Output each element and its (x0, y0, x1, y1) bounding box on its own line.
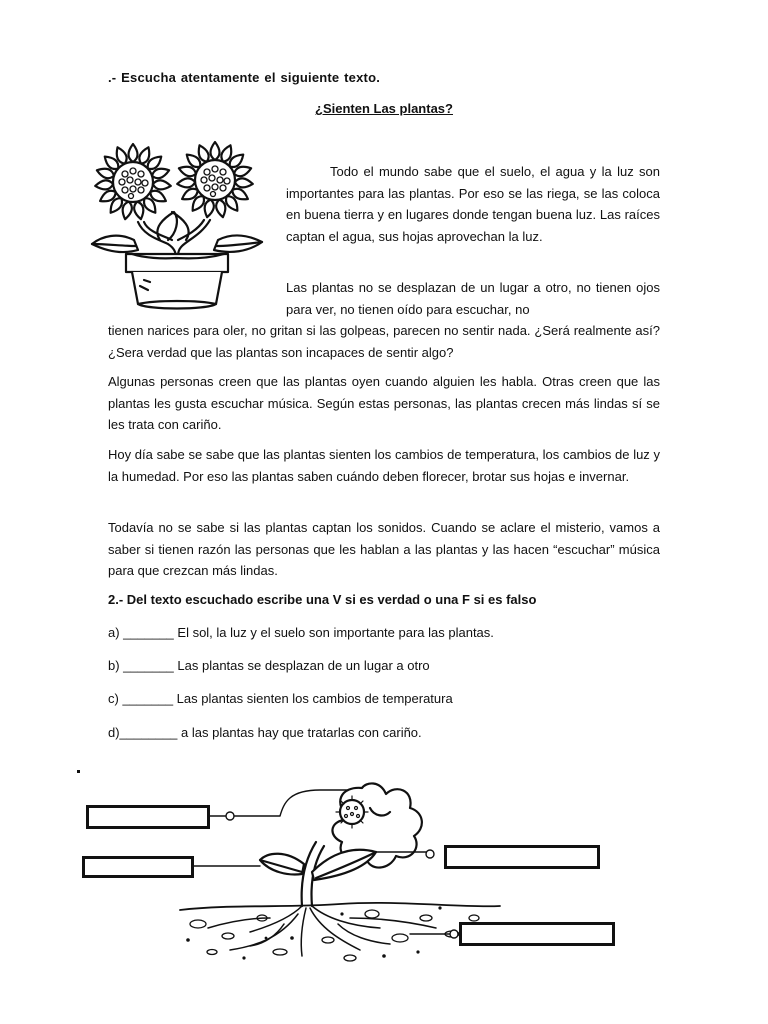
question-b[interactable]: b) _______ Las plantas se desplazan de un lugar a otro (108, 658, 430, 673)
paragraph-2-end: tienen narices para oler, no gritan si las golpeas, parecen no sentir nada. ¿Será realmente así? ¿Sera verdad que las plantas son incapaces de sentir algo? (108, 323, 660, 360)
paragraph-3: Algunas personas creen que las plantas oyen cuando alguien les habla. Otras creen que las plantas les gusta escuchar música. Según estas personas, las plantas crecen más lindas sí se les trata con cariño. (108, 374, 660, 432)
question-a[interactable]: a) _______ El sol, la luz y el suelo son importante para las plantas. (108, 625, 494, 640)
sunflower-pot-icon (78, 140, 278, 316)
question-d[interactable]: d)________ a las plantas hay que tratarlas con cariño. (108, 725, 422, 740)
reading-title: ¿Sienten Las plantas? (315, 101, 453, 116)
label-box-stem[interactable] (444, 845, 600, 869)
paragraph-2-start: Las plantas no se desplazan de un lugar a otro, no tienen ojos para ver, no tienen oído para escuchar, no (286, 280, 660, 317)
exercise-2-instruction: 2.- Del texto escuchado escribe una V si es verdad o una F si es falso (108, 592, 537, 607)
question-c[interactable]: c) _______ Las plantas sienten los cambios de temperatura (108, 691, 453, 706)
listen-instruction: .- Escucha atentamente el siguiente texto. (108, 70, 381, 85)
paragraph-1: Todo el mundo sabe que el suelo, el agua y la luz son importantes para las plantas. Por eso se las riega, se las coloca en buena tierra y en lugares donde tengan buena luz. Las raíces captan el agua, sus hojas aprovechan la luz. (286, 164, 660, 244)
paragraph-5: Todavía no se sabe si las plantas captan los sonidos. Cuando se aclare el misterio, vamos a saber si tienen razón las personas que les hablan a las plantas y las hacen “escuchar” música para que crezcan más lindas. (108, 520, 660, 578)
label-box-leaf[interactable] (82, 856, 194, 878)
label-box-root[interactable] (459, 922, 615, 946)
label-box-flower[interactable] (86, 805, 210, 829)
paragraph-4: Hoy día sabe se sabe que las plantas sienten los cambios de temperatura, los cambios de luz y la humedad. Por eso las plantas saben cuándo deben florecer, brotar sus hojas e invernar. (108, 447, 660, 484)
